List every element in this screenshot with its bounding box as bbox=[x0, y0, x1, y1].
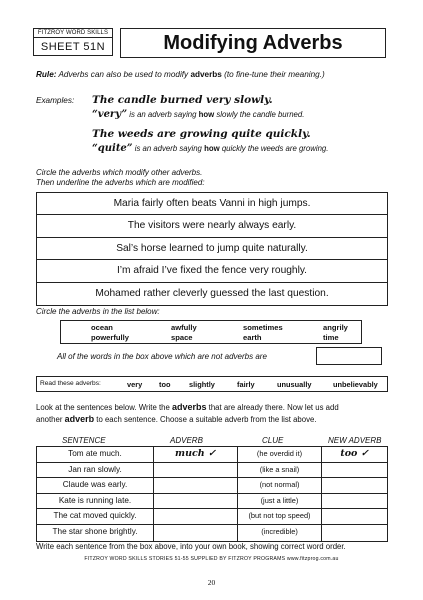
list-word[interactable]: powerfully bbox=[91, 333, 129, 342]
example-note-text: slowly the candle burned. bbox=[214, 110, 305, 119]
sentence-cell: The star shone brightly. bbox=[37, 525, 154, 541]
rule-emphasis: adverbs bbox=[190, 70, 222, 79]
sentence-row[interactable]: Maria fairly often beats Vanni in high jumps. bbox=[37, 193, 387, 215]
sentence-cell: Tom ate much. bbox=[37, 447, 154, 462]
table-row bbox=[37, 463, 387, 479]
list-word[interactable]: sometimes bbox=[243, 323, 283, 332]
page-title: Modifying Adverbs bbox=[120, 28, 386, 58]
examples-label: Examples: bbox=[36, 96, 75, 105]
paragraph-text: that are already there. Now let us add bbox=[206, 403, 339, 412]
sentence-cell: Jan ran slowly. bbox=[37, 463, 154, 478]
rule-text-after: (to fine-tune their meaning.) bbox=[221, 70, 325, 79]
example-note-text: is an adverb saying bbox=[132, 144, 205, 153]
list-word[interactable]: earth bbox=[243, 333, 262, 342]
new-adverb-cell[interactable] bbox=[322, 463, 387, 478]
read-adverb-word: very bbox=[127, 380, 143, 389]
list-word[interactable]: ocean bbox=[91, 323, 113, 332]
sentence-row[interactable]: The visitors were nearly always early. bbox=[37, 215, 387, 237]
adverb-cell[interactable]: much ✓ bbox=[154, 447, 238, 462]
sheet-label-box bbox=[33, 28, 113, 56]
example-note-bold: how bbox=[198, 110, 215, 119]
new-adverb-cell[interactable] bbox=[322, 509, 387, 524]
read-adverb-word: fairly bbox=[237, 380, 255, 389]
not-adverbs-question: All of the words in the box above which are not adverbs are bbox=[57, 352, 267, 361]
read-adverb-word: unusually bbox=[277, 380, 312, 389]
sentence-cell: Kate is running late. bbox=[37, 494, 154, 509]
rule-text-before: Adverbs can also be used to modify bbox=[56, 70, 191, 79]
rule-label: Rule: bbox=[36, 70, 57, 79]
example-note-bold: how bbox=[204, 144, 220, 153]
example-sentence: The weeds are growing quite quickly. bbox=[92, 128, 311, 140]
paragraph-text: Look at the sentences below. Write the bbox=[36, 403, 172, 412]
table-row bbox=[37, 494, 387, 510]
adverb-table bbox=[36, 446, 388, 542]
sentence-row[interactable]: I’m afraid I’ve fixed the fence very roughly. bbox=[37, 260, 387, 282]
column-header: SENTENCE bbox=[62, 436, 106, 445]
read-adverb-word: too bbox=[159, 380, 171, 389]
column-header: CLUE bbox=[262, 436, 284, 445]
read-adverbs-box bbox=[36, 376, 388, 392]
adverb-cell[interactable] bbox=[154, 525, 238, 541]
example-note bbox=[92, 143, 328, 154]
read-adverbs-label: Read these adverbs: bbox=[40, 380, 101, 387]
new-adverb-cell[interactable]: too ✓ bbox=[340, 448, 369, 459]
instruction-line: Then underline the adverbs which are modified: bbox=[36, 178, 205, 187]
list-word[interactable]: angrily bbox=[323, 323, 348, 332]
clue-cell: (he overdid it) bbox=[238, 447, 322, 462]
column-header: ADVERB bbox=[170, 436, 203, 445]
new-adverb-cell[interactable] bbox=[322, 478, 387, 493]
footer-credits: FITZROY WORD SKILLS STORIES 51-55 SUPPLIED BY FITZROY PROGRAMS www.fitzprog.com.au bbox=[84, 556, 339, 562]
clue-cell: (just a little) bbox=[238, 494, 322, 509]
adverb-list-box bbox=[60, 320, 362, 344]
table-row bbox=[37, 509, 387, 525]
instruction-paragraph bbox=[36, 414, 317, 425]
sentence-cell: Claude was early. bbox=[37, 478, 154, 493]
list-word[interactable]: awfully bbox=[171, 323, 197, 332]
sentence-box bbox=[36, 192, 388, 306]
table-row bbox=[37, 478, 387, 494]
clue-cell: (like a snail) bbox=[238, 463, 322, 478]
not-adverbs-answer-box[interactable] bbox=[316, 347, 382, 365]
example-note-text: is an adverb saying bbox=[127, 110, 199, 119]
page-number: 20 bbox=[207, 578, 216, 587]
paragraph-bold: adverb bbox=[64, 414, 95, 424]
series-name: FITZROY WORD SKILLS bbox=[34, 29, 112, 38]
read-adverb-word: slightly bbox=[189, 380, 215, 389]
example-note bbox=[92, 109, 304, 120]
example-note-text: quickly the weeds are growing. bbox=[219, 144, 329, 153]
paragraph-bold: adverbs bbox=[171, 402, 207, 412]
clue-cell: (incredible) bbox=[238, 525, 322, 541]
sheet-number: SHEET 51N bbox=[40, 41, 106, 53]
circle-list-instruction: Circle the adverbs in the list below: bbox=[36, 307, 160, 316]
example-quote: “quite” bbox=[92, 143, 133, 154]
sentence-cell: The cat moved quickly. bbox=[37, 509, 154, 524]
rule-text bbox=[36, 70, 325, 79]
adverb-cell[interactable] bbox=[154, 509, 238, 524]
list-word[interactable]: time bbox=[323, 333, 339, 342]
instruction-line: Circle the adverbs which modify other adverbs. bbox=[36, 168, 203, 177]
new-adverb-cell[interactable] bbox=[322, 525, 387, 541]
paragraph-text: another bbox=[36, 415, 65, 424]
column-header: NEW ADVERB bbox=[328, 436, 382, 445]
clue-cell: (but not top speed) bbox=[238, 509, 322, 524]
table-row bbox=[37, 525, 387, 541]
adverb-cell[interactable] bbox=[154, 494, 238, 509]
adverb-cell[interactable] bbox=[154, 463, 238, 478]
list-word[interactable]: space bbox=[171, 333, 193, 342]
table-row bbox=[37, 447, 387, 463]
sentence-row[interactable]: Mohamed rather cleverly guessed the last question. bbox=[95, 287, 329, 299]
final-instruction: Write each sentence from the box above, into your own book, showing correct word order. bbox=[36, 542, 346, 551]
example-quote: “very” bbox=[92, 109, 128, 120]
instruction-paragraph bbox=[36, 402, 339, 413]
sentence-row[interactable]: Sal’s horse learned to jump quite naturally. bbox=[37, 238, 387, 260]
read-adverb-word: unbelievably bbox=[333, 380, 378, 389]
adverb-cell[interactable] bbox=[154, 478, 238, 493]
clue-cell: (not normal) bbox=[238, 478, 322, 493]
new-adverb-cell[interactable] bbox=[322, 494, 387, 509]
paragraph-text: to each sentence. Choose a suitable adverb from the list above. bbox=[94, 415, 317, 424]
example-sentence: The candle burned very slowly. bbox=[92, 94, 273, 106]
